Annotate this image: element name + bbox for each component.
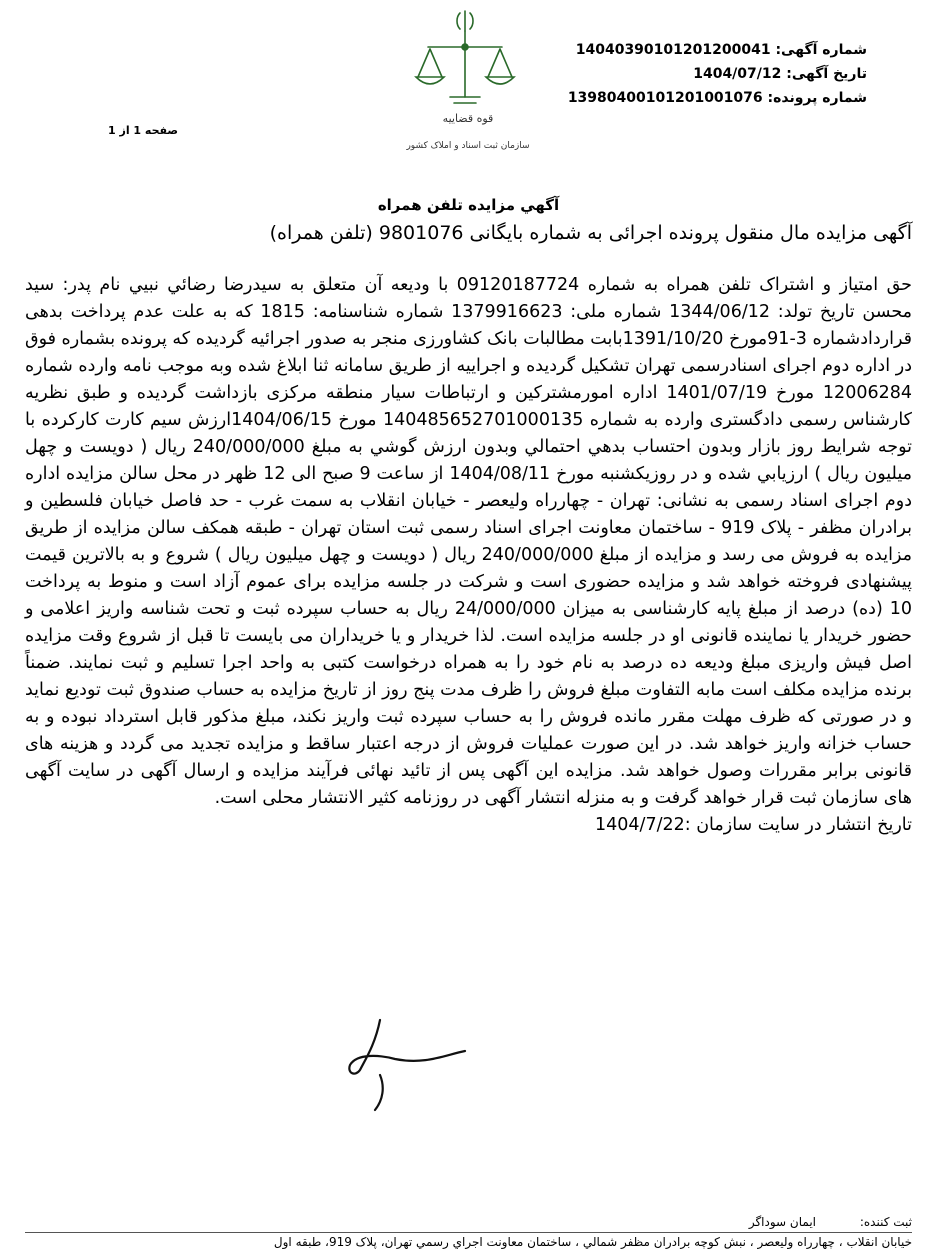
- emblem-line1: قوه قضاییه: [442, 112, 494, 125]
- registrar-row: [25, 1212, 912, 1232]
- footer-divider: [25, 1232, 912, 1233]
- notice-date-row: [567, 62, 867, 86]
- publication-date: تاریخ انتشار در سایت سازمان :1404/7/22: [595, 815, 912, 835]
- signature-icon: [335, 1015, 475, 1115]
- page-number: صفحه 1 از 1: [108, 124, 179, 137]
- body-paragraph: حق امتياز و اشتراک تلفن همراه به شماره 09120187724 با وديعه آن متعلق به سيدرضا رضائي نبيي نام پدر: سيد محسن تاریخ تولد: 1344/06/12 شماره ملی: 1379916623 شماره شناسنامه: 1815 که به علت عدم پرداخت بدهی قراردادشماره 3-91مورخ 1391/10/20بابت مطالبات بانک کشاورزی منجر به صدور اجرائیه گردیده که پرونده بشماره فوق در اداره دوم اجرای اسنادرسمی تهران تشکیل گردیده و اجراییه از طریق سامانه ثنا ابلاغ شده وبه موجب نامه وارده شماره 12006284 مورخ 1401/07/19 اداره امورمشترکین و ارتباطات سیار منطقه مرکزی بازداشت گردیده و طبق نظریه کارشناس رسمی دادگستری وارده به شماره 14048565270100013​5 مورخ 1404/06/15ارزش سیم کارت کارکرده با توجه شرایط روز بازار وبدون احتساب بدهي احتمالي وبدون ارزش گوشي به مبلغ 240/000/000 ريال ( دويست و چهل ميليون ريال ) ارزيابي شده و در روزيکشنبه مورخ 1404/08/11 از ساعت 9 صبح الی 12 ظهر در محل سالن مزایده اداره دوم اجرای اسناد رسمی به نشانی: تهران - چهارراه ولیعصر - خیابان انقلاب به سمت غرب - حد فاصل خیابان فلسطین و برادران مظفر - پلاک 919 - ساختمان معاونت اجرای اسناد رسمی ثبت استان تهران - طبقه همکف سالن مزایده از طریق مزایده به فروش می رسد و مزایده از مبلغ 240/000/000 ريال ( دويست و چهل ميليون ريال ) شروع و به بالاترین قیمت پیشنهادی فروخته خواهد شد و مزایده حضوری است و شرکت در جلسه مزایده برای عموم آزاد است و منوط به پرداخت 10 (ده) درصد از مبلغ پایه کارشناسی به میزان 24/000/000 ريال به حساب سپرده ثبت و تحت شناسه واریز اعلامی و حضور خریدار یا نماینده قانونی او در جلسه مزایده است. لذا خریدار و یا خریداران می بایست تا قبل از شروع وقت مزایده اصل فیش واریزی مبلغ ودیعه ده درصد به نام خود را به همراه درخواست کتبی به واحد اجرا تسلیم و ثبت نمایند. ضمناً برنده مزایده مکلف است مابه التفاوت مبلغ فروش را ظرف مدت پنج روز از تاریخ مزایده به حساب صندوق ثبت تودیع نماید و در صورتی که ظرف مهلت مقرر مانده فروش را به حساب سپرده ثبت واریز نکند، مبلغ مذکور قابل استرداد نبوده و به حساب خزانه واریز خواهد شد. در این صورت عملیات فروش از درجه اعتبار ساقط و مزایده تجدید می گردد و هزینه های قانونی برابر مقررات وصول خواهد شد. مزایده این آگهی پس از تائید نهائی فرآیند مزایده و ارسال آگهی در سایت آگهی های سازمان ثبت قرار خواهد گرفت و به منزله انتشار آگهی در روزنامه کثیر الانتشار محلی است.: [25, 275, 913, 808]
- notice-number: 14040390101201200041: [575, 42, 771, 58]
- notice-number-label: شماره آگهی:: [775, 42, 867, 58]
- file-number: 13980400101201001076: [567, 90, 763, 106]
- notice-title: آگهي مزايده تلفن همراه: [377, 196, 560, 214]
- notice-date-label: تاریخ آگهی:: [786, 66, 867, 82]
- footer-address: خيابان انقلاب ، چهارراه وليعصر ، نبش کوچه برادران مظفر شمالي ، ساختمان معاونت اجراي رسمي تهران، پلاک 919، طبقه اول: [273, 1235, 912, 1249]
- emblem-line2: سازمان ثبت اسناد و املاک کشور: [406, 141, 530, 151]
- registrar-label: ثبت کننده:: [859, 1215, 912, 1229]
- file-number-label: شماره پرونده:: [767, 90, 867, 106]
- notice-body: [25, 272, 912, 839]
- notice-date: 1404/07/12: [693, 66, 782, 82]
- file-number-row: [567, 86, 867, 110]
- notice-subtitle: آگهی مزایده مال منقول پرونده اجرائی به شماره بایگانی 9801076 (تلفن همراه): [269, 222, 912, 244]
- registrar-name: ایمان سوداگر: [748, 1215, 817, 1229]
- notice-metadata: [567, 38, 867, 110]
- notice-number-row: [567, 38, 867, 62]
- scales-of-justice-emblem-icon: [380, 5, 555, 165]
